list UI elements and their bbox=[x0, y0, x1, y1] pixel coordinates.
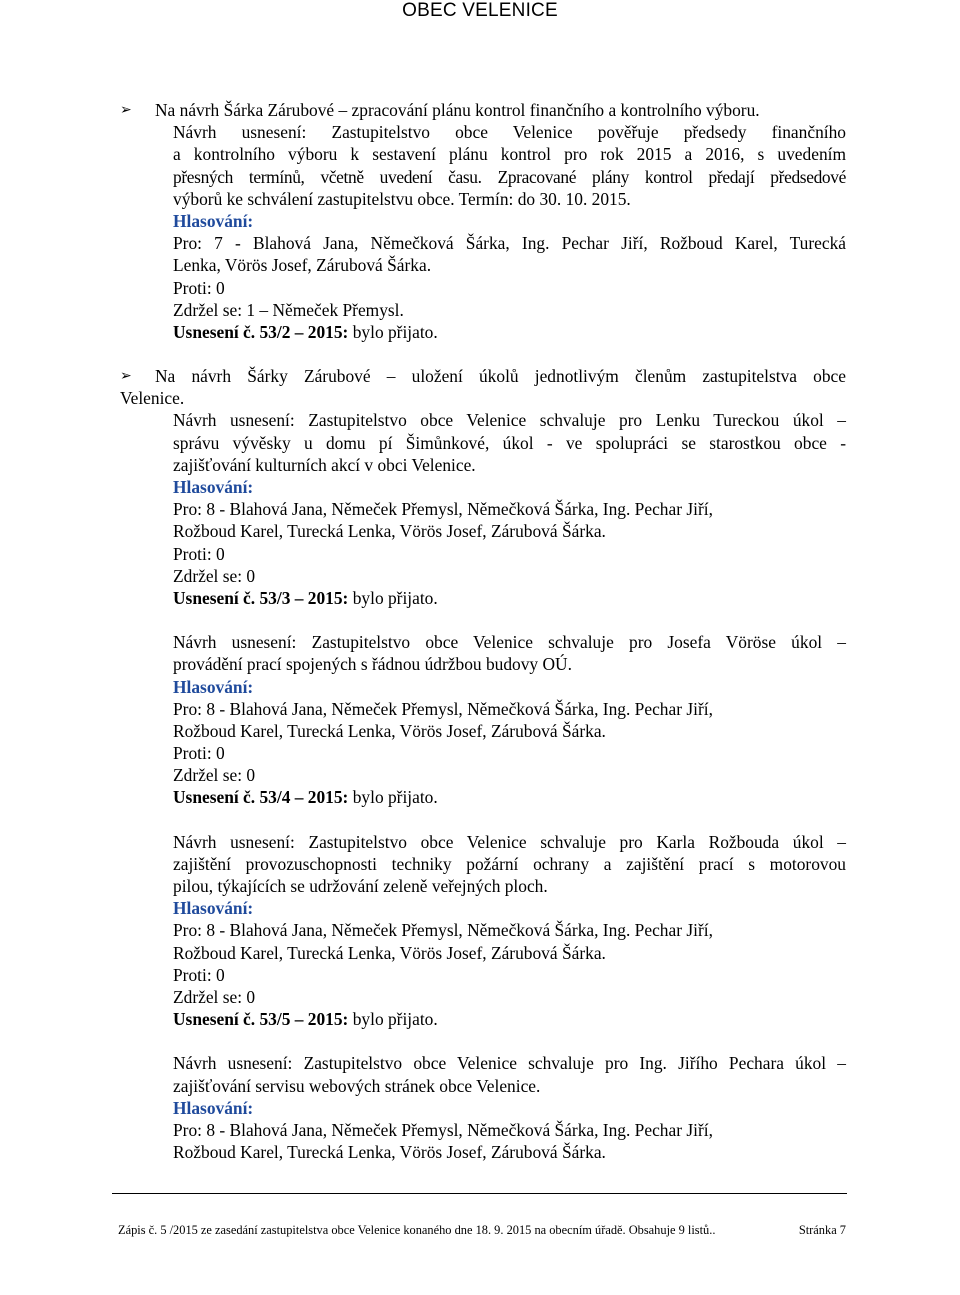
footer-record-info: Zápis č. 5 /2015 ze zasedání zastupitelstva obce Velenice konaného dne 18. 9. 2015 na obecním úřadě. Obsahuje 9 listů.. bbox=[118, 1223, 716, 1237]
page-header-title: OBEC VELENICE bbox=[402, 0, 558, 21]
vote-for: Pro: 7 - Blahová Jana, Němečková Šárka, Ing. Pechar Jiří, Rožboud Karel, Turecká bbox=[173, 233, 846, 254]
voting-heading: Hlasování: bbox=[173, 676, 254, 697]
resolution-label: Usnesení č. 53/4 – 2015: bbox=[173, 787, 349, 808]
vote-abstain: Zdržel se: 0 bbox=[173, 565, 256, 586]
vote-abstain: Zdržel se: 0 bbox=[173, 765, 256, 786]
bullet-item-2 bbox=[120, 365, 846, 387]
vote-for-cont: Rožboud Karel, Turecká Lenka, Vörös Josef, Zárubová Šárka. bbox=[173, 942, 606, 963]
voting-heading: Hlasování: bbox=[173, 210, 254, 231]
paragraph-line: Velenice. bbox=[120, 388, 185, 409]
paragraph-line: Návrh usnesení: Zastupitelstvo obce Velenice pověřuje předsedy finančního bbox=[173, 122, 846, 143]
vote-against: Proti: 0 bbox=[173, 277, 225, 298]
paragraph-line: přesných termínů, včetně uvedení času. Zpracované plány kontrol předají předsedové bbox=[173, 166, 846, 187]
vote-for-cont: Rožboud Karel, Turecká Lenka, Vörös Josef, Zárubová Šárka. bbox=[173, 1142, 606, 1163]
vote-against: Proti: 0 bbox=[173, 743, 225, 764]
resolution-status: bylo přijato. bbox=[352, 787, 438, 808]
vote-for: Pro: 8 - Blahová Jana, Němeček Přemysl, Němečková Šárka, Ing. Pechar Jiří, bbox=[173, 920, 713, 941]
document-body bbox=[0, 99, 960, 1163]
vote-for: Pro: 8 - Blahová Jana, Němeček Přemysl, Němečková Šárka, Ing. Pechar Jiří, bbox=[173, 698, 713, 719]
paragraph-line: zajišťování servisu webových stránek obce Velenice. bbox=[173, 1075, 541, 1096]
vote-abstain: Zdržel se: 1 – Němeček Přemysl. bbox=[173, 299, 404, 320]
vote-for: Pro: 8 - Blahová Jana, Němeček Přemysl, Němečková Šárka, Ing. Pechar Jiří, bbox=[173, 499, 713, 520]
paragraph-line: Návrh usnesení: Zastupitelstvo obce Velenice schvaluje pro Karla Rožbouda úkol – bbox=[173, 831, 846, 852]
resolution-result bbox=[173, 1008, 846, 1030]
footer-page-number: Stránka 7 bbox=[798, 1223, 846, 1237]
resolution-status: bylo přijato. bbox=[352, 587, 438, 608]
paragraph-line: zajišťování kulturních akcí v obci Velenice. bbox=[173, 454, 476, 475]
voting-heading: Hlasování: bbox=[173, 477, 254, 497]
resolution-label: Usnesení č. 53/2 – 2015: bbox=[173, 321, 349, 342]
resolution-result bbox=[173, 587, 846, 609]
vote-abstain: Zdržel se: 0 bbox=[173, 986, 256, 1007]
vote-for-cont: Rožboud Karel, Turecká Lenka, Vörös Josef, Zárubová Šárka. bbox=[173, 521, 606, 542]
resolution-label: Usnesení č. 53/5 – 2015: bbox=[173, 1009, 349, 1030]
paragraph-line: a kontrolního výboru k sestavení plánu kontrol pro rok 2015 a 2016, s uvedením bbox=[173, 144, 846, 165]
paragraph-line: Návrh usnesení: Zastupitelstvo obce Velenice schvaluje pro Josefa Vöröse úkol – bbox=[173, 632, 846, 653]
vote-for-cont: Lenka, Vörös Josef, Zárubová Šárka. bbox=[173, 255, 432, 276]
resolution-result bbox=[173, 786, 846, 808]
voting-heading: Hlasování: bbox=[173, 1097, 254, 1118]
resolution-status: bylo přijato. bbox=[352, 321, 438, 342]
resolution-result bbox=[173, 321, 846, 343]
arrow-bullet-icon: ➢ bbox=[120, 368, 132, 385]
arrow-bullet-icon: ➢ bbox=[120, 102, 132, 118]
vote-for-cont: Rožboud Karel, Turecká Lenka, Vörös Josef, Zárubová Šárka. bbox=[173, 720, 606, 741]
resolution-label: Usnesení č. 53/3 – 2015: bbox=[173, 587, 349, 608]
paragraph-line: výborů ke schválení zastupitelstvu obce. Termín: do 30. 10. 2015. bbox=[173, 188, 631, 209]
paragraph-line: Návrh usnesení: Zastupitelstvo obce Velenice schvaluje pro Lenku Tureckou úkol – bbox=[173, 410, 846, 431]
paragraph-line: pilou, týkajících se udržování zeleně veřejných ploch. bbox=[173, 876, 548, 896]
vote-for: Pro: 8 - Blahová Jana, Němeček Přemysl, Němečková Šárka, Ing. Pechar Jiří, bbox=[173, 1119, 713, 1140]
voting-heading: Hlasování: bbox=[173, 898, 254, 919]
bullet-item-1 bbox=[120, 99, 846, 121]
paragraph-line: Na návrh Šárka Zárubové – zpracování plánu kontrol finančního a kontrolního výboru. bbox=[155, 100, 760, 120]
paragraph-line: Návrh usnesení: Zastupitelstvo obce Velenice schvaluje pro Ing. Jiřího Pechara úkol – bbox=[173, 1053, 846, 1074]
paragraph-line: Na návrh Šárky Zárubové – uložení úkolů jednotlivým členům zastupitelstva obce bbox=[155, 366, 846, 387]
vote-against: Proti: 0 bbox=[173, 543, 225, 564]
paragraph-line: zajištění provozuschopnosti techniky požární ochrany a zajištění prací s motorovou bbox=[173, 853, 846, 874]
paragraph-line: provádění prací spojených s řádnou údržbou budovy OÚ. bbox=[173, 654, 572, 675]
resolution-status: bylo přijato. bbox=[352, 1009, 438, 1030]
vote-against: Proti: 0 bbox=[173, 964, 225, 985]
footer-divider bbox=[112, 1193, 847, 1194]
paragraph-line: správu vývěsky u domu pí Šimůnkové, úkol - ve spolupráci se starostkou obce - bbox=[173, 432, 846, 453]
